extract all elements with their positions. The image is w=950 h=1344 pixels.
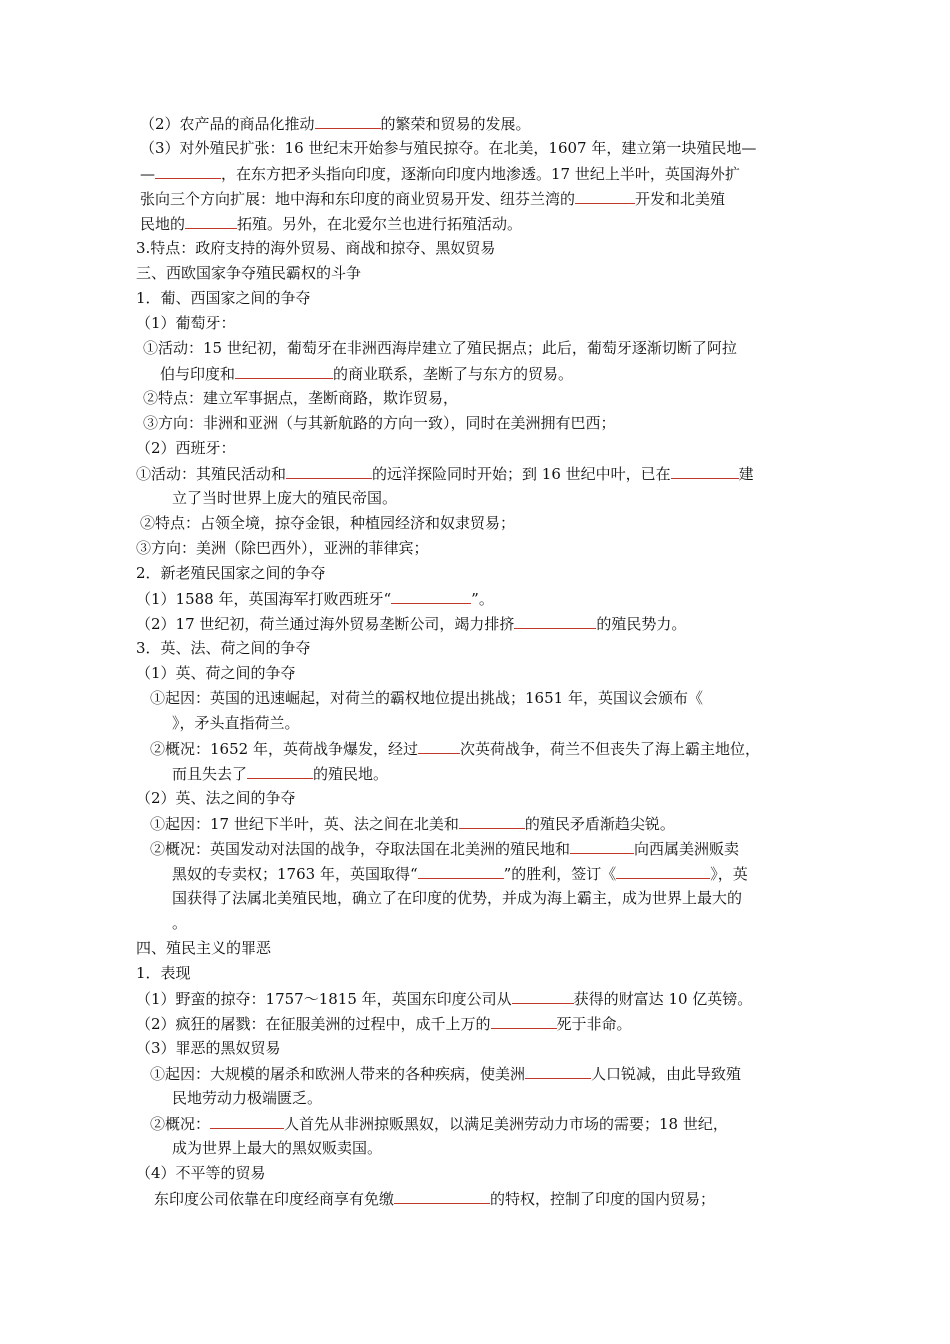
- line-text: 。: [172, 914, 188, 932]
- fill-in-blank[interactable]: [210, 1113, 284, 1129]
- line-text: 》，英: [710, 865, 748, 883]
- line-text: 2．新老殖民国家之间的争夺: [136, 564, 326, 582]
- text-line: [136, 663, 296, 683]
- fill-in-blank[interactable]: [418, 863, 504, 879]
- text-line: [150, 738, 760, 759]
- line-text: （2）17 世纪初，荷兰通过海外贸易垄断公司，竭力排挤: [136, 615, 515, 633]
- line-text: 的殖民矛盾渐趋尖锐。: [524, 815, 675, 833]
- text-line: [150, 813, 675, 834]
- line-text: 伯与印度和: [160, 365, 236, 383]
- line-text: ③方向：非洲和亚洲（与其新航路的方向一致），同时在美洲拥有巴西；: [143, 414, 616, 432]
- line-text: （2）英、法之间的争夺: [136, 789, 296, 807]
- line-text: ②特点：占领全境，掠夺金银，种植园经济和奴隶贸易；: [140, 514, 516, 532]
- text-line: [140, 188, 725, 209]
- line-text: 1．葡、西国家之间的争夺: [136, 289, 311, 307]
- line-text: ①活动：其殖民活动和: [136, 465, 287, 483]
- line-text: 向西属美洲贩卖: [634, 840, 740, 858]
- text-line: [136, 263, 361, 283]
- line-text: 的远洋探险同时开始；到 16 世纪中叶，已在: [372, 465, 671, 483]
- fill-in-blank[interactable]: [185, 213, 237, 229]
- line-text: （3）对外殖民扩张：16 世纪末开始参与殖民掠夺。在北美，1607 年，建立第一块殖民地—: [140, 139, 757, 157]
- line-text: ①起因：英国的迅速崛起，对荷兰的霸权地位提出挑战；1651 年，英国议会颁布《: [150, 689, 703, 707]
- line-text: ①起因：大规模的屠杀和欧洲人带来的各种疾病，使美洲: [150, 1065, 526, 1083]
- line-text: （2）疯狂的屠戮：在征服美洲的过程中，成千上万的: [136, 1015, 491, 1033]
- text-line: [143, 338, 737, 358]
- line-text: 东印度公司依靠在印度经商享有免缴: [154, 1190, 395, 1208]
- line-text: 获得的财富达 10 亿英镑。: [573, 990, 753, 1008]
- line-text: ②概况：1652 年，英荷战争爆发，经过: [150, 740, 418, 758]
- text-line: [136, 438, 236, 458]
- line-text: ②概况：: [150, 1115, 211, 1133]
- line-text: 的商业联系，垄断了与东方的贸易。: [333, 365, 574, 383]
- text-line: [150, 838, 739, 859]
- line-text: ③方向：美洲（除巴西外），亚洲的菲律宾；: [136, 539, 429, 557]
- text-line: [136, 1163, 266, 1183]
- fill-in-blank[interactable]: [491, 1013, 557, 1029]
- fill-in-blank[interactable]: [616, 863, 710, 879]
- line-text: 国获得了法属北美殖民地，确立了在印度的优势，并成为海上霸主，成为世界上最大的: [172, 889, 743, 907]
- text-line: [136, 963, 191, 983]
- text-line: [136, 1038, 281, 1058]
- text-line: [136, 988, 752, 1009]
- line-text: 的繁荣和贸易的发展。: [380, 115, 531, 133]
- line-text: 死于非命。: [556, 1015, 632, 1033]
- text-line: [160, 363, 573, 384]
- text-line: [136, 288, 311, 308]
- text-line: [136, 938, 271, 958]
- line-text: ②概况：英国发动对法国的战争，夺取法国在北美洲的殖民地和: [150, 840, 571, 858]
- text-line: [136, 313, 236, 333]
- text-line: [172, 863, 748, 884]
- text-line: [140, 513, 515, 533]
- fill-in-blank[interactable]: [575, 188, 635, 204]
- text-line: [140, 163, 740, 184]
- line-text: （2）农产品的商品化推动: [140, 115, 315, 133]
- line-text: —: [140, 165, 155, 183]
- text-line: [136, 613, 686, 634]
- line-text: ”。: [471, 590, 494, 608]
- text-line: [150, 688, 703, 708]
- fill-in-blank[interactable]: [570, 838, 634, 854]
- line-text: ①起因：17 世纪下半叶，英、法之间在北美和: [150, 815, 459, 833]
- line-text: ，在东方把矛头指向印度，逐渐向印度内地渗透。17 世纪上半叶，英国海外扩: [221, 165, 740, 183]
- fill-in-blank[interactable]: [286, 463, 372, 479]
- line-text: （1）1588 年，英国海军打败西班牙“: [136, 590, 392, 608]
- line-text: 的殖民地。: [313, 765, 389, 783]
- fill-in-blank[interactable]: [391, 588, 471, 604]
- line-text: 的殖民势力。: [596, 615, 687, 633]
- line-text: 民地劳动力极端匮乏。: [172, 1089, 323, 1107]
- fill-in-blank[interactable]: [512, 988, 574, 1004]
- line-text: （1）英、荷之间的争夺: [136, 664, 296, 682]
- text-line: [136, 1013, 632, 1034]
- text-line: [136, 238, 495, 258]
- line-text: 的特权，控制了印度的国内贸易；: [490, 1190, 716, 1208]
- line-text: 民地的: [140, 215, 186, 233]
- fill-in-blank[interactable]: [394, 1188, 490, 1204]
- text-line: [143, 388, 458, 408]
- line-text: （3）罪恶的黑奴贸易: [136, 1039, 281, 1057]
- fill-in-blank[interactable]: [525, 1063, 591, 1079]
- text-line: [172, 763, 388, 784]
- text-line: [136, 563, 326, 583]
- line-text: （2）西班牙：: [136, 439, 236, 457]
- text-line: [136, 588, 494, 609]
- text-line: [172, 713, 300, 733]
- line-text: 立了当时世界上庞大的殖民帝国。: [172, 489, 398, 507]
- line-text: ①活动：15 世纪初，葡萄牙在非洲西海岸建立了殖民据点；此后，葡萄牙逐渐切断了阿拉: [143, 339, 737, 357]
- line-text: （1）葡萄牙：: [136, 314, 236, 332]
- text-line: [136, 788, 296, 808]
- text-line: [140, 113, 531, 134]
- text-line: [154, 1188, 715, 1209]
- text-line: [172, 913, 187, 933]
- text-line: [136, 638, 311, 658]
- line-text: ②特点：建立军事据点，垄断商路，欺诈贸易，: [143, 389, 459, 407]
- text-line: [172, 1138, 382, 1158]
- line-text: ”的胜利，签订《: [503, 865, 617, 883]
- line-text: 三、西欧国家争夺殖民霸权的斗争: [136, 264, 362, 282]
- line-text: （4）不平等的贸易: [136, 1164, 266, 1182]
- line-text: 3.特点：政府支持的海外贸易、商战和掠夺、黑奴贸易: [136, 239, 496, 257]
- fill-in-blank[interactable]: [418, 738, 460, 754]
- line-text: 3．英、法、荷之间的争夺: [136, 639, 311, 657]
- text-line: [150, 1063, 741, 1084]
- line-text: 》，矛头直指荷兰。: [172, 714, 300, 732]
- line-text: 四、殖民主义的罪恶: [136, 939, 272, 957]
- line-text: 黑奴的专卖权；1763 年，英国取得“: [172, 865, 418, 883]
- fill-in-blank[interactable]: [514, 613, 596, 629]
- line-text: 成为世界上最大的黑奴贩卖国。: [172, 1139, 383, 1157]
- fill-in-blank[interactable]: [315, 113, 381, 129]
- line-text: 人首先从非洲掠贩黑奴，以满足美洲劳动力市场的需要；18 世纪，: [284, 1115, 728, 1133]
- fill-in-blank[interactable]: [459, 813, 525, 829]
- line-text: 开发和北美殖: [635, 190, 726, 208]
- line-text: 而且失去了: [172, 765, 248, 783]
- line-text: 1．表现: [136, 964, 191, 982]
- fill-in-blank[interactable]: [671, 463, 739, 479]
- text-line: [172, 888, 742, 908]
- text-line: [136, 538, 429, 558]
- text-line: [143, 413, 616, 433]
- text-line: [136, 463, 754, 484]
- text-line: [140, 213, 522, 234]
- line-text: 建: [738, 465, 754, 483]
- fill-in-blank[interactable]: [247, 763, 313, 779]
- text-line: [172, 488, 397, 508]
- fill-in-blank[interactable]: [235, 363, 333, 379]
- text-line: [150, 1113, 728, 1134]
- line-text: （1）野蛮的掠夺：1757～1815 年，英国东印度公司从: [136, 990, 512, 1008]
- line-text: 拓殖。另外，在北爱尔兰也进行拓殖活动。: [237, 215, 523, 233]
- text-line: [172, 1088, 322, 1108]
- text-line: [140, 138, 756, 158]
- fill-in-blank[interactable]: [155, 163, 221, 179]
- line-text: 人口锐减，由此导致殖: [591, 1065, 742, 1083]
- line-text: 张向三个方向扩展：地中海和东印度的商业贸易开发、纽芬兰湾的: [140, 190, 576, 208]
- line-text: 次英荷战争，荷兰不但丧失了海上霸主地位，: [459, 740, 760, 758]
